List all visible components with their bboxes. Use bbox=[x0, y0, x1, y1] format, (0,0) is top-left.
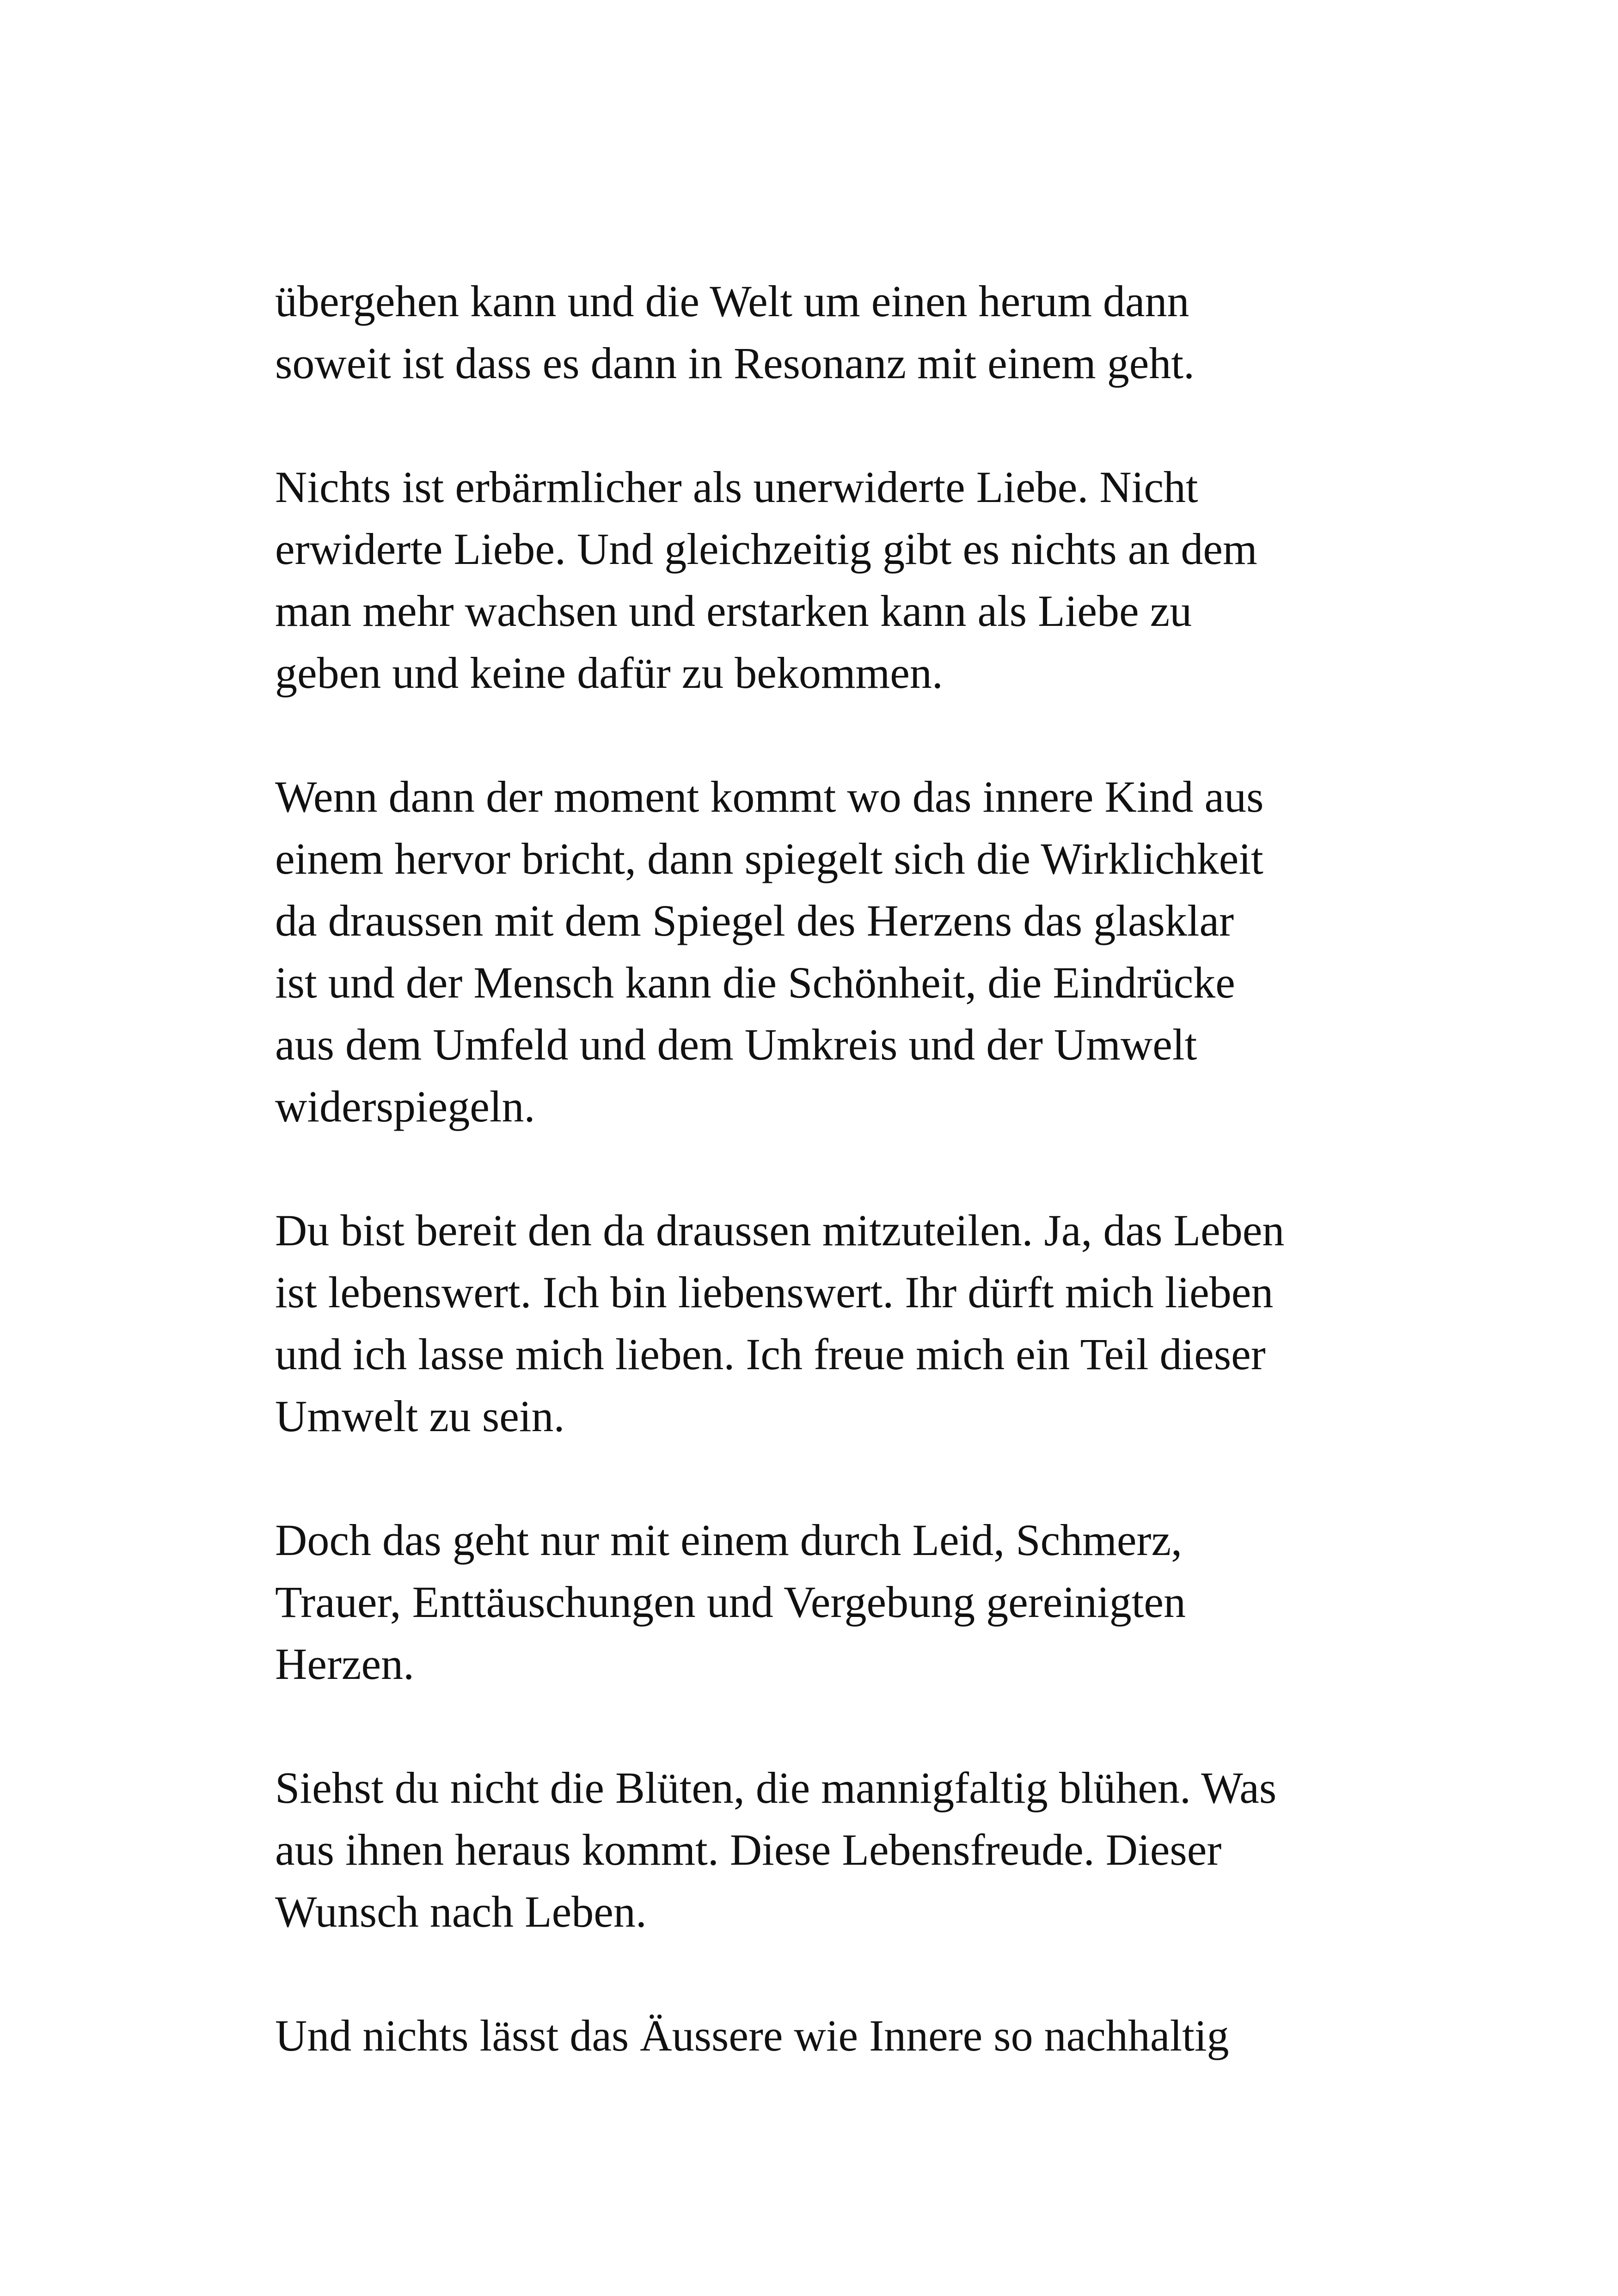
paragraph bbox=[275, 766, 1394, 1138]
text-line: einem hervor bricht, dann spiegelt sich die Wirklichkeit bbox=[275, 834, 1263, 883]
paragraph bbox=[275, 270, 1394, 394]
text-line: Wenn dann der moment kommt wo das innere Kind aus bbox=[275, 772, 1264, 821]
text-line: Umwelt zu sein. bbox=[275, 1391, 565, 1441]
text-line: Nichts ist erbärmlicher als unerwiderte Liebe. Nicht bbox=[275, 462, 1198, 512]
paragraph bbox=[275, 456, 1394, 704]
text-line: da draussen mit dem Spiegel des Herzens das glasklar bbox=[275, 896, 1234, 945]
text-line: aus dem Umfeld und dem Umkreis und der Umwelt bbox=[275, 1020, 1197, 1069]
text-line: aus ihnen heraus kommt. Diese Lebensfreude. Dieser bbox=[275, 1825, 1222, 1874]
paragraph bbox=[275, 1509, 1394, 1695]
text-line: und ich lasse mich lieben. Ich freue mich ein Teil dieser bbox=[275, 1329, 1266, 1379]
text-line: Du bist bereit den da draussen mitzuteilen. Ja, das Leben bbox=[275, 1206, 1285, 1255]
text-line: Und nichts lässt das Äussere wie Innere so nachhaltig bbox=[275, 2011, 1229, 2060]
text-line: Siehst du nicht die Blüten, die mannigfaltig blühen. Was bbox=[275, 1763, 1277, 1812]
text-line: soweit ist dass es dann in Resonanz mit einem geht. bbox=[275, 338, 1195, 388]
text-line: widerspiegeln. bbox=[275, 1082, 535, 1131]
text-line: ist lebenswert. Ich bin liebenswert. Ihr dürft mich lieben bbox=[275, 1267, 1274, 1317]
text-line: Herzen. bbox=[275, 1639, 415, 1689]
text-line: Wunsch nach Leben. bbox=[275, 1887, 647, 1936]
text-line: man mehr wachsen und erstarken kann als Liebe zu bbox=[275, 586, 1192, 636]
body-text bbox=[275, 270, 1394, 2129]
paragraph bbox=[275, 1757, 1394, 1943]
paragraph bbox=[275, 2005, 1394, 2067]
paragraph bbox=[275, 1200, 1394, 1447]
text-line: erwiderte Liebe. Und gleichzeitig gibt es nichts an dem bbox=[275, 524, 1257, 574]
text-line: Trauer, Enttäuschungen und Vergebung gereinigten bbox=[275, 1577, 1186, 1627]
text-line: geben und keine dafür zu bekommen. bbox=[275, 648, 943, 698]
text-line: Doch das geht nur mit einem durch Leid, Schmerz, bbox=[275, 1515, 1183, 1565]
text-line: übergehen kann und die Welt um einen herum dann bbox=[275, 276, 1189, 326]
text-line: ist und der Mensch kann die Schönheit, die Eindrücke bbox=[275, 958, 1235, 1007]
